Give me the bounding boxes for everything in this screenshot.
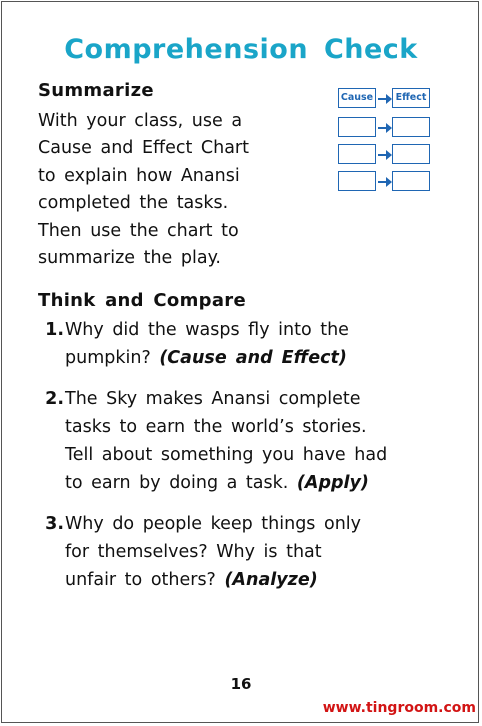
summarize-line: completed the tasks. [38, 193, 229, 214]
effect-header: Effect [392, 88, 430, 108]
watermark-link[interactable]: www.tingroom.com [322, 700, 476, 716]
question-line: to earn by doing a task. [65, 473, 289, 493]
question-number: 2. [45, 389, 64, 409]
effect-cell [392, 171, 430, 191]
question-line: tasks to earn the world’s stories. [65, 417, 367, 437]
effect-cell [392, 144, 430, 164]
question-tag: (Analyze) [224, 570, 318, 590]
question-tag: (Apply) [296, 473, 369, 493]
question-item [38, 510, 361, 594]
summarize-line: Then use the chart to [38, 220, 239, 241]
cause-cell [338, 117, 376, 137]
cause-header: Cause [338, 88, 376, 108]
page-title: Comprehension Check [64, 34, 418, 65]
question-line: unfair to others? [65, 570, 216, 590]
arrow-icon [378, 181, 390, 183]
question-line: pumpkin? [65, 348, 151, 368]
think-compare-heading: Think and Compare [38, 290, 246, 311]
summarize-heading: Summarize [38, 80, 154, 101]
summarize-paragraph [38, 108, 278, 272]
question-item [38, 316, 349, 372]
cause-cell [338, 144, 376, 164]
summarize-line: to explain how Anansi [38, 165, 240, 186]
cause-cell [338, 171, 376, 191]
arrow-icon [378, 127, 390, 129]
question-number: 1. [45, 320, 64, 340]
arrow-icon [378, 154, 390, 156]
effect-cell [392, 117, 430, 137]
question-number: 3. [45, 514, 64, 534]
page-number: 16 [230, 675, 252, 693]
summarize-line: With your class, use a [38, 111, 243, 131]
question-item [38, 385, 387, 497]
summarize-line: Cause and Effect Chart [38, 138, 249, 159]
question-line: for themselves? Why is that [65, 542, 322, 562]
question-line: Why did the wasps fly into the [65, 320, 349, 340]
question-tag: (Cause and Effect) [159, 348, 347, 368]
question-line: Tell about something you have had [65, 445, 388, 465]
arrow-icon [378, 98, 390, 100]
question-line: The Sky makes Anansi complete [65, 389, 361, 409]
summarize-line: summarize the play. [38, 248, 221, 269]
question-line: Why do people keep things only [65, 514, 361, 534]
